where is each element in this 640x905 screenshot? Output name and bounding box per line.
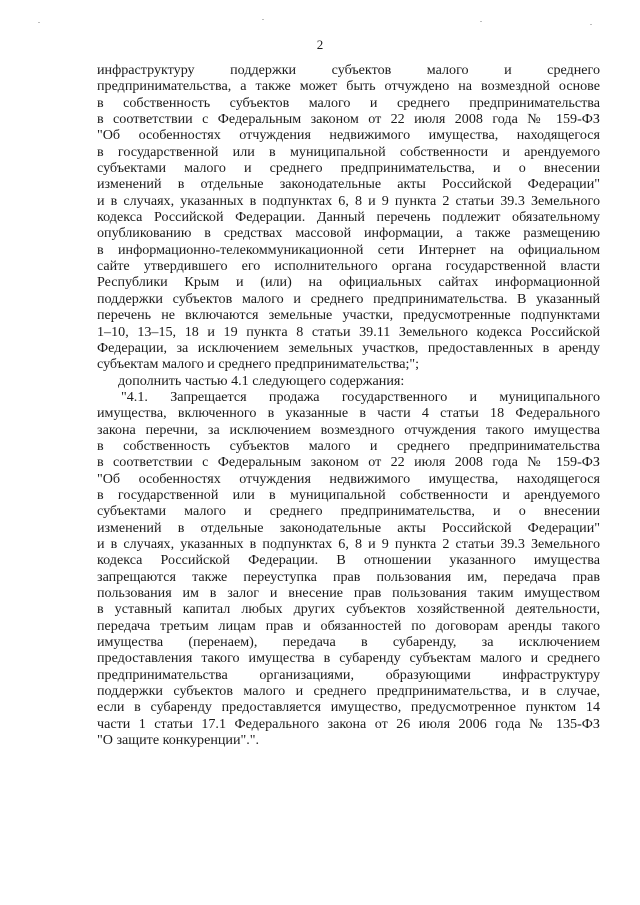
text-line: изменений в отдельные законодательные акты Российской Федерации" [97,176,600,193]
text-line: передача третьим лицам прав и обязанностей по договорам аренды такого [97,617,600,634]
text-line: дополнить частью 4.1 следующего содержания: [118,372,405,389]
text-line: опубликованию в средствах массовой информации, а также размещению [97,225,600,242]
text-line: в соответствии с Федеральным законом от 22 июля 2008 года № 159-ФЗ [97,111,600,128]
text-line: кодекса Российской Федерации. В отношении указанного имущества [97,552,600,569]
text-line: кодекса Российской Федерации. Данный перечень подлежит обязательному [97,209,600,226]
text-line: в государственной или в муниципальной собственности и арендуемого [97,486,600,503]
text-line: предпринимательства, а также может быть отчуждено на возмездной основе [97,78,600,95]
text-line: перечень не включаются земельные участки, предусмотренные подпунктами [97,307,600,324]
text-line: инфраструктуру поддержки субъектов малого и среднего [97,62,600,78]
page-number: 2 [316,37,324,52]
document-body [97,62,600,748]
text-line: в соответствии с Федеральным законом от 22 июля 2008 года № 159-ФЗ [97,454,600,471]
text-line: в государственной или в муниципальной собственности и арендуемого [97,143,600,160]
scan-speck [262,19,264,20]
text-line: "О защите конкуренции".". [97,732,260,749]
text-line: запрещаются также переуступка прав пользования им, передача прав [97,568,600,585]
text-line: сайте утвердившего его исполнительного органа государственной власти [97,258,600,275]
text-line: пользования им в залог и внесение прав пользования таким имуществом [97,585,600,601]
text-line: Республики Крым и (или) на официальных сайтах информационной [97,274,600,291]
text-line: и в случаях, указанных в подпунктах 6, 8 и 9 пункта 2 статьи 39.3 Земельного [97,192,600,209]
text-line: субъектами малого и среднего предпринимательства, и о внесении [97,160,600,177]
text-line: "Об особенностях отчуждения недвижимого имущества, находящегося [97,127,600,144]
text-line: поддержки субъектов малого и среднего предпринимательства, и в случае, [97,683,600,700]
text-line: в информационно-телекоммуникационной сети Интернет на официальном [97,241,600,258]
text-line: части 1 статьи 17.1 Федерального закона от 26 июля 2006 года № 135-ФЗ [97,715,600,732]
text-line: имущества, включенного в указанные в части 4 статьи 18 Федерального [97,405,600,422]
scan-speck [590,24,592,25]
text-line: "Об особенностях отчуждения недвижимого имущества, находящегося [97,470,600,487]
text-line: в собственность субъектов малого и среднего предпринимательства [97,437,600,454]
text-line: "4.1. Запрещается продажа государственного и муниципального [121,388,600,405]
text-line: закона перечни, за исключением возмездного отчуждения такого имущества [97,421,600,438]
text-line: субъектам малого и среднего предпринимательства;"; [97,356,420,373]
text-line: предпринимательства организациями, образующими инфраструктуру [97,666,600,683]
scan-speck [38,22,40,23]
text-line: поддержки субъектов малого и среднего предпринимательства. В указанный [97,290,600,307]
text-line: имущества (перенаем), передача в субаренду, за исключением [97,634,600,651]
text-line: субъектами малого и среднего предпринимательства, и о внесении [97,503,600,520]
text-line: Федерации, за исключением земельных участков, предоставленных в аренду [97,339,600,356]
text-line: в собственность субъектов малого и среднего предпринимательства [97,94,600,111]
text-line: и в случаях, указанных в подпунктах 6, 8 и 9 пункта 2 статьи 39.3 Земельного [97,535,600,552]
text-line: если в субаренду предоставляется имущество, предусмотренное пунктом 14 [97,699,600,716]
text-line: в уставный капитал любых других субъектов хозяйственной деятельности, [97,601,600,618]
text-line: предоставления такого имущества в субаренду субъектам малого и среднего [97,650,600,667]
scan-speck [480,21,482,22]
text-line: 1–10, 13–15, 18 и 19 пункта 8 статьи 39.11 Земельного кодекса Российской [97,323,600,340]
text-line: изменений в отдельные законодательные акты Российской Федерации" [97,519,600,536]
